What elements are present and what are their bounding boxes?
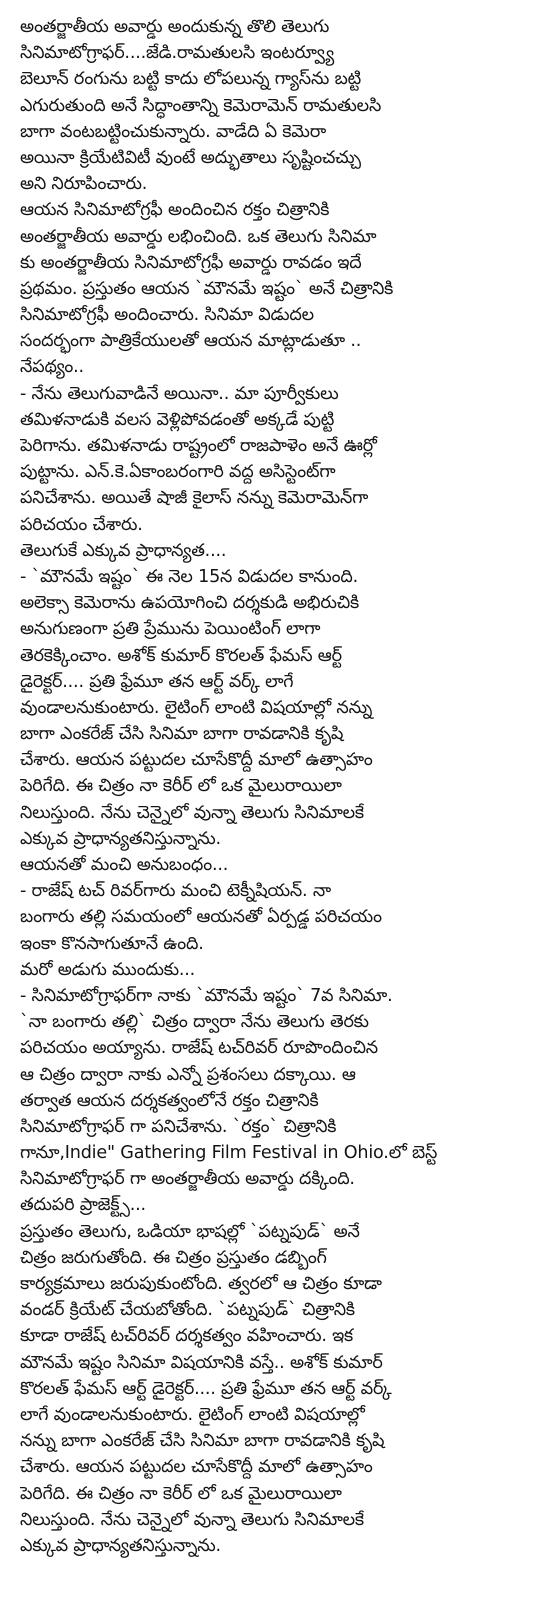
text-line: కు అంతర్జాతీయ సినిమాటోగ్రఫీ అవార్డు రావడం ఇదే [20, 252, 362, 273]
text-line: తమిళనాడుకి వలస వెళ్లిపోవడంతో అక్కడే పుట్టి [20, 409, 335, 430]
text-line: పెరిగేది. ఈ చిత్రం నా కెరీర్ లో ఒక మైలురాయిలా [20, 776, 342, 797]
text-line: `నా బంగారు తల్లి` చిత్రం ద్వారా నేను తెలుగు తెరకు [20, 1012, 369, 1033]
text-line: - రాజేష్ టచ్ రివర్‌గారు మంచి టెక్నీషియన్. నా [20, 881, 331, 902]
text-line: పెరిగేది. ఈ చిత్రం నా కెరీర్ లో ఒక మైలురాయిలా [20, 1483, 342, 1504]
text-line: నిలుస్తుంది. నేను చెన్నైలో వున్నా తెలుగు సినిమాలకే [20, 802, 364, 823]
text-line: కూడా రాజేష్ టచ్‌రివర్ దర్శకత్వం వహించారు. ఇక [20, 1326, 354, 1347]
text-line: మరో అడుగు ముందుకు... [20, 959, 196, 980]
text-line: డైరెక్టర్.... ప్రతి ఫ్రేమూ తన ఆర్ట్ వర్క్ లాగే [20, 671, 294, 692]
text-line: కొరలత్ ఫేమస్ ఆర్ట్ డైరెక్టర్.... ప్రతి ఫ్రేమూ తన ఆర్ట్ వర్క్ [20, 1378, 392, 1399]
text-line: సినిమాటోగ్రాఫర్....జేడి.రామతులసి ఇంటర్వ్యూ [20, 43, 335, 64]
text-line: సందర్భంగా పాత్రికేయులతో ఆయన మాట్లాడుతూ .. [20, 331, 362, 352]
text-line: కార్యక్రమాలు జరుపుకుంటోంది. త్వరలో ఆ చిత్రం కూడా [20, 1274, 382, 1294]
text-line: బంగారు తల్లి సమయంలో ఆయనతో ఏర్పడ్డ పరిచయం [20, 907, 382, 928]
text-line: అనుగుణంగా ప్రతి ప్రేమును పెయింటింగ్ లాగా [20, 619, 321, 640]
text-line: సినిమాటోగ్రాఫర్ గా పనిచేశాను. `రక్తం` చిత్రానికి [20, 1116, 337, 1137]
text-line: ప్రస్తుతం తెలుగు, ఒడియా భాషల్లో `పట్నపుడ్` అనే [20, 1221, 360, 1242]
text-line: తర్వాత ఆయన దర్శకత్వంలోనే రక్తం చిత్రానికి [20, 1090, 319, 1111]
text-line: తదుపరి ప్రాజెక్ట్స్... [20, 1195, 146, 1216]
text-line: పెరిగాను. తమిళనాడు రాష్ట్రంలో రాజపాళెం అనే ఊర్లో [20, 436, 377, 456]
text-line: ఇంకా కొనసాగుతూనే ఉంది. [20, 933, 204, 954]
text-line: తెరకెక్కించాం. అశోక్ కుమార్ కొరలత్ ఫేమస్ ఆర్ట్ [20, 645, 342, 666]
text-line: ఎక్కువ ప్రాధాన్యతనిస్తున్నాను. [20, 1535, 221, 1556]
text-line: బెలూన్ రంగును బట్టి కాదు లోపలున్న గ్యాస్‌ను బట్టి [20, 69, 361, 90]
text-line: వుండాలనుకుంటారు. లైటింగ్ లాంటి విషయాల్లో నన్ను [20, 697, 373, 718]
text-line: - నేను తెలుగువాడినే అయినా.. మా పూర్వీకులు [20, 383, 339, 404]
text-line: ఆ చిత్రం ద్వారా నాకు ఎన్నో ప్రశంసలు దక్కాయి. ఆ [20, 1064, 356, 1085]
text-line: బాగా వంటబట్టించుకున్నారు. వాడేది ఏ కెమెరా [20, 121, 326, 142]
text-line: అంతర్జాతీయ అవార్డు లభించింది. ఒక తెలుగు సినిమా [20, 226, 377, 247]
text-line: పరిచయం చేశారు. [20, 514, 143, 535]
text-line: సినిమాటోగ్రఫీ అందించారు. సినిమా విడుదల [20, 305, 314, 326]
text-line: మౌనమే ఇష్టం సినిమా విషయానికి వస్తే.. అశోక్ కుమార్ [20, 1352, 383, 1373]
text-line: తెలుగుకే ఎక్కువ ప్రాధాన్యత.... [20, 540, 227, 561]
text-line: చేశారు. ఆయన పట్టుదల చూసేకొద్దీ మాలో ఉత్సాహం [20, 1457, 373, 1478]
text-line: అలెక్సా కెమెరాను ఉపయోగించి దర్శకుడి అభిరుచికి [20, 593, 359, 614]
text-line: చేశారు. ఆయన పట్టుదల చూసేకొద్దీ మాలో ఉత్సాహం [20, 750, 373, 771]
text-line: లాగే వుండాలనుకుంటారు. లైటింగ్ లాంటి విషయాల్లో [20, 1404, 365, 1425]
text-line: నన్ను బాగా ఎంకరేజ్ చేసి సినిమా బాగా రావడానికి కృషి [20, 1431, 385, 1452]
text-line: ఆయన సినిమాటోగ్రఫీ అందించిన రక్తం చిత్రానికి [20, 200, 330, 221]
text-line: నేపథ్యం.. [20, 357, 84, 378]
text-line: ఆయనతో మంచి అనుబంధం... [20, 855, 229, 875]
text-line: ఎగురుతుంది అనే సిద్ధాంతాన్ని కెమెరామెన్ రామతులసి [20, 95, 382, 116]
text-line: నిలుస్తుంది. నేను చెన్నైలో వున్నా తెలుగు సినిమాలకే [20, 1509, 364, 1530]
text-line: - సినిమాటోగ్రాఫర్‌గా నాకు `మౌనమే ఇష్టం` 7వ సినిమా. [20, 985, 393, 1006]
text-line: బాగా ఎంకరేజ్ చేసి సినిమా బాగా రావడానికి కృషి [20, 724, 344, 745]
text-line: చిత్రం జరుగుతోంది. ఈ చిత్రం ప్రస్తుతం డబ్బింగ్ [20, 1247, 327, 1268]
text-line: గానూ,Indie" Gathering Film Festival in Ohio.లో బెస్ట్ [20, 1143, 438, 1164]
text-line: అని నిరూపించారు. [20, 174, 148, 195]
text-line: అంతర్జాతీయ అవార్డు అందుకున్న తొలి తెలుగు [20, 17, 330, 37]
text-line: పనిచేశాను. అయితే షాజీ కైలాస్ నన్ను కెమెరామెన్‌గా [20, 488, 369, 509]
text-line: ప్రథమం. ప్రస్తుతం ఆయన `మౌనమే ఇష్టం` అనే చిత్రానికి [20, 278, 394, 299]
text-line: - `మౌనమే ఇష్టం` ఈ నెల 15న విడుదల కానుంది. [20, 566, 358, 587]
text-line: ఎక్కువ ప్రాధాన్యతనిస్తున్నాను. [20, 828, 221, 849]
text-line: పరిచయం అయ్యాను. రాజేష్ టచ్‌రివర్ రూపొందించిన [20, 1038, 378, 1059]
text-line: వండర్ క్రియేట్ చేయబోతోంది. `పట్నపుడ్` చిత్రానికి [20, 1300, 355, 1321]
text-line: పుట్టాను. ఎన్.కె.ఏకాంబరంగారి వద్ద అసిస్టెంట్‌గా [20, 462, 336, 483]
text-line: సినిమాటోగ్రాఫర్ గా అంతర్జాతీయ అవార్డు దక్కింది. [20, 1169, 355, 1190]
text-line: అయినా క్రియేటివిటీ వుంటే అద్భుతాలు సృష్టించచ్చు [20, 147, 361, 168]
